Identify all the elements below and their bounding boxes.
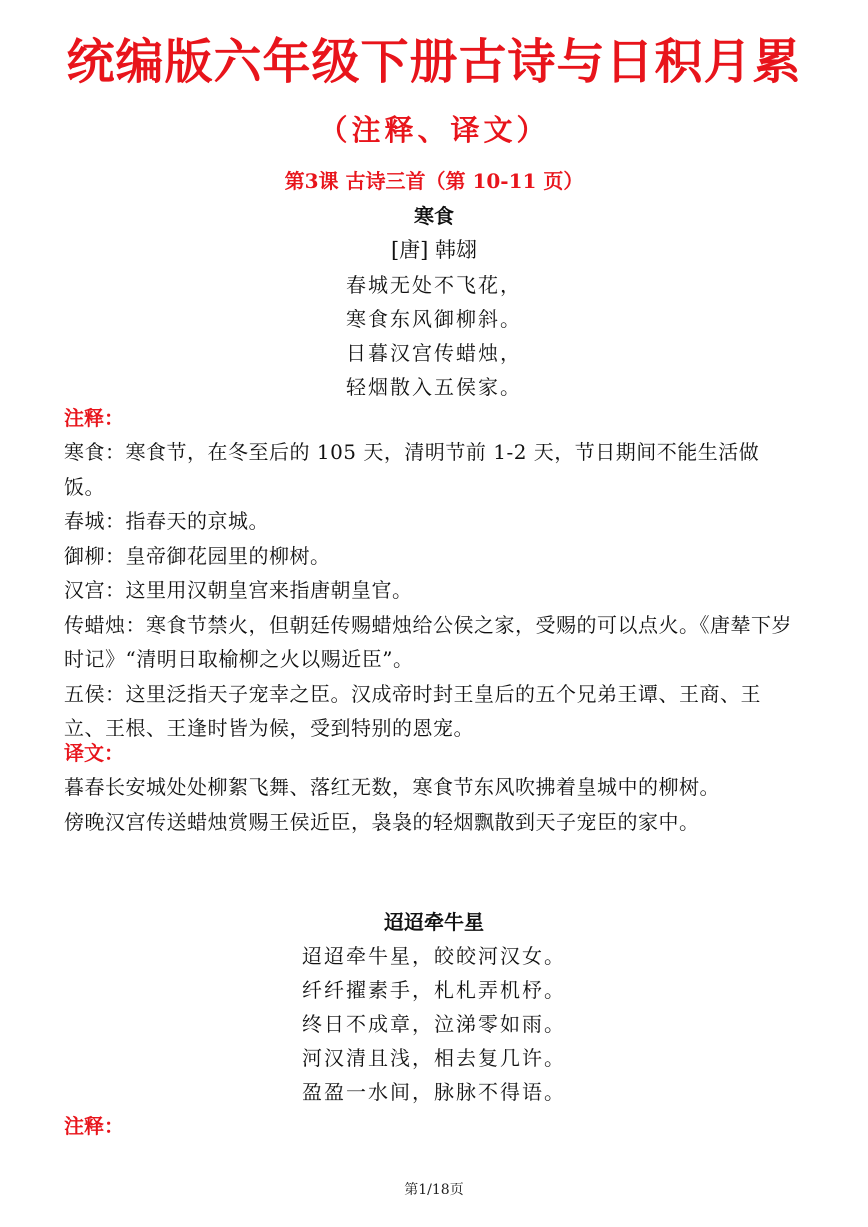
poem-title-hanshi: 寒食 — [414, 204, 454, 228]
notes-label: 注释： — [64, 406, 124, 430]
note-item: 传蜡烛：寒食节禁火，但朝廷传赐蜡烛给公侯之家，受赐的可以点火。《唐辇下岁时记》“清明日取榆柳之火以赐近臣”。 — [64, 612, 792, 671]
poem-line: 轻烟散入五侯家。 — [346, 375, 522, 399]
notes-list — [64, 435, 800, 746]
poem-line: 河汉清且浅，相去复几许。 — [302, 1046, 566, 1070]
poem-line: 迢迢牵牛星，皎皎河汉女。 — [302, 944, 566, 968]
notes-label-2: 注释： — [64, 1114, 124, 1138]
note-item: 寒食：寒食节，在冬至后的 105 天，清明节前 1-2 天，节日期间不能生活做饭。 — [64, 440, 760, 499]
poem-body-hanshi — [0, 268, 868, 404]
translation-label: 译文： — [64, 741, 124, 765]
note-item: 春城：指春天的京城。 — [64, 509, 269, 533]
note-item: 五侯：这里泛指天子宠幸之臣。汉成帝时封王皇后的五个兄弟王谭、王商、王立、王根、王逢时皆为候，受到特别的恩宠。 — [64, 681, 761, 740]
poem-body-tiaotiao — [0, 939, 868, 1109]
translation-paragraph: 傍晚汉宫传送蜡烛赏赐王侯近臣，袅袅的轻烟飘散到天子宠臣的家中。 — [64, 809, 700, 834]
poem-line: 盈盈一水间，脉脉不得语。 — [302, 1080, 566, 1104]
note-item: 汉宫：这里用汉朝皇宫来指唐朝皇官。 — [64, 578, 413, 602]
poem-line: 春城无处不飞花， — [346, 273, 522, 297]
translation-text — [64, 770, 800, 839]
poem-line: 日暮汉宫传蜡烛， — [346, 341, 522, 365]
poem-line: 寒食东风御柳斜。 — [346, 307, 522, 331]
document-title: 统编版六年级下册古诗与日积月累 — [66, 34, 802, 90]
poem-line: 终日不成章，泣涕零如雨。 — [302, 1012, 566, 1036]
note-item: 御柳：皇帝御花园里的柳树。 — [64, 543, 331, 568]
poem-author: [唐] 韩翃 — [390, 238, 478, 262]
poem-title-tiaotiao: 迢迢牵牛星 — [384, 910, 484, 934]
translation-paragraph: 暮春长安城处处柳絮飞舞、落红无数，寒食节东风吹拂着皇城中的柳树。 — [64, 775, 720, 799]
poem-line: 纤纤擢素手，札札弄机杼。 — [302, 978, 566, 1002]
page-number: 第1/18页 — [404, 1182, 464, 1198]
document-subtitle: （注释、译文） — [318, 113, 550, 147]
lesson-heading: 第3课 古诗三首（第 10-11 页） — [284, 169, 584, 193]
